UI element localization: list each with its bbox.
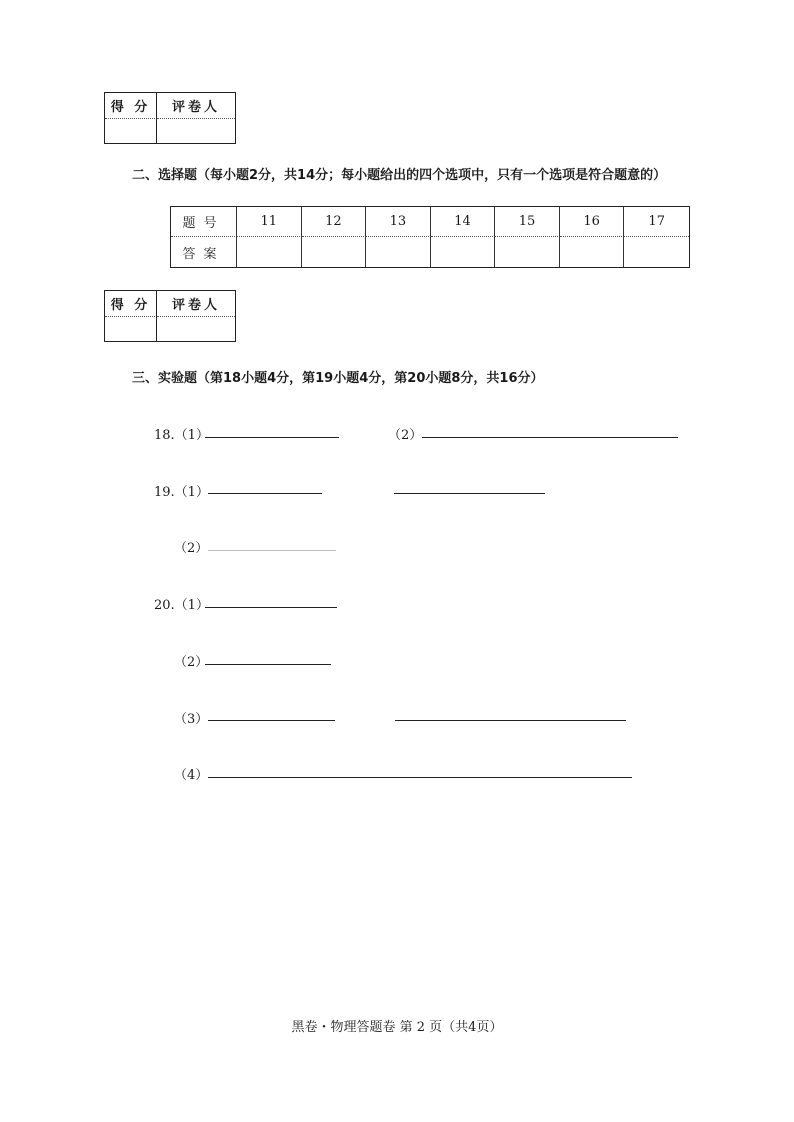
question-number-14: 14 (431, 207, 496, 237)
question-number-16: 16 (560, 207, 625, 237)
q19-part1-label: 19.（1） (154, 485, 209, 500)
q20-part3-blank-a[interactable] (208, 720, 335, 721)
section-2-title: 二、选择题（每小题2分，共14分；每小题给出的四个选项中，只有一个选项是符合题意的） (132, 168, 667, 183)
score-label: 得 分 (105, 291, 157, 317)
question-number-15: 15 (495, 207, 560, 237)
score-box-1 (104, 92, 236, 144)
q19-part2-label: （2） (174, 541, 209, 556)
score-box-2 (104, 290, 236, 342)
q20-part3-blank-b[interactable] (395, 720, 626, 721)
score-field[interactable] (105, 119, 157, 143)
grader-label: 评卷人 (157, 291, 235, 317)
answer-cell-14[interactable] (431, 237, 496, 267)
score-label: 得 分 (105, 93, 157, 119)
question-number-17: 17 (624, 207, 689, 237)
q20-part2-label: （2） (174, 655, 209, 670)
score-field[interactable] (105, 317, 157, 341)
q18-part2-blank[interactable] (422, 437, 678, 438)
answer-cell-11[interactable] (237, 237, 302, 267)
q18-part1-label: 18.（1） (154, 428, 209, 443)
page-footer: 黑卷・物理答题卷 第 2 页（共4页） (291, 1020, 503, 1035)
q20-part3-label: （3） (174, 712, 209, 727)
q19-part1-blank-a[interactable] (208, 493, 322, 494)
grader-label: 评卷人 (157, 93, 235, 119)
grader-field[interactable] (157, 119, 235, 143)
row-header-number: 题号 (171, 207, 237, 237)
q19-part1-blank-b[interactable] (394, 493, 545, 494)
choice-answer-table (170, 206, 690, 268)
q20-part1-label: 20.（1） (154, 598, 209, 613)
question-number-11: 11 (237, 207, 302, 237)
q20-part2-blank[interactable] (205, 664, 331, 665)
answer-cell-17[interactable] (624, 237, 689, 267)
question-number-12: 12 (302, 207, 367, 237)
question-number-13: 13 (366, 207, 431, 237)
section-3-title: 三、实验题（第18小题4分，第19小题4分，第20小题8分，共16分） (132, 371, 544, 386)
answer-cell-16[interactable] (560, 237, 625, 267)
answer-cell-13[interactable] (366, 237, 431, 267)
q20-part4-blank[interactable] (208, 777, 632, 778)
q19-part2-blank[interactable] (208, 550, 336, 551)
q18-part1-blank[interactable] (205, 437, 339, 438)
grader-field[interactable] (157, 317, 235, 341)
q20-part4-label: （4） (174, 768, 209, 783)
answer-cell-12[interactable] (302, 237, 367, 267)
q20-part1-blank[interactable] (205, 607, 337, 608)
answer-cell-15[interactable] (495, 237, 560, 267)
q18-part2-label: （2） (388, 428, 423, 443)
row-header-answer: 答案 (171, 237, 237, 267)
